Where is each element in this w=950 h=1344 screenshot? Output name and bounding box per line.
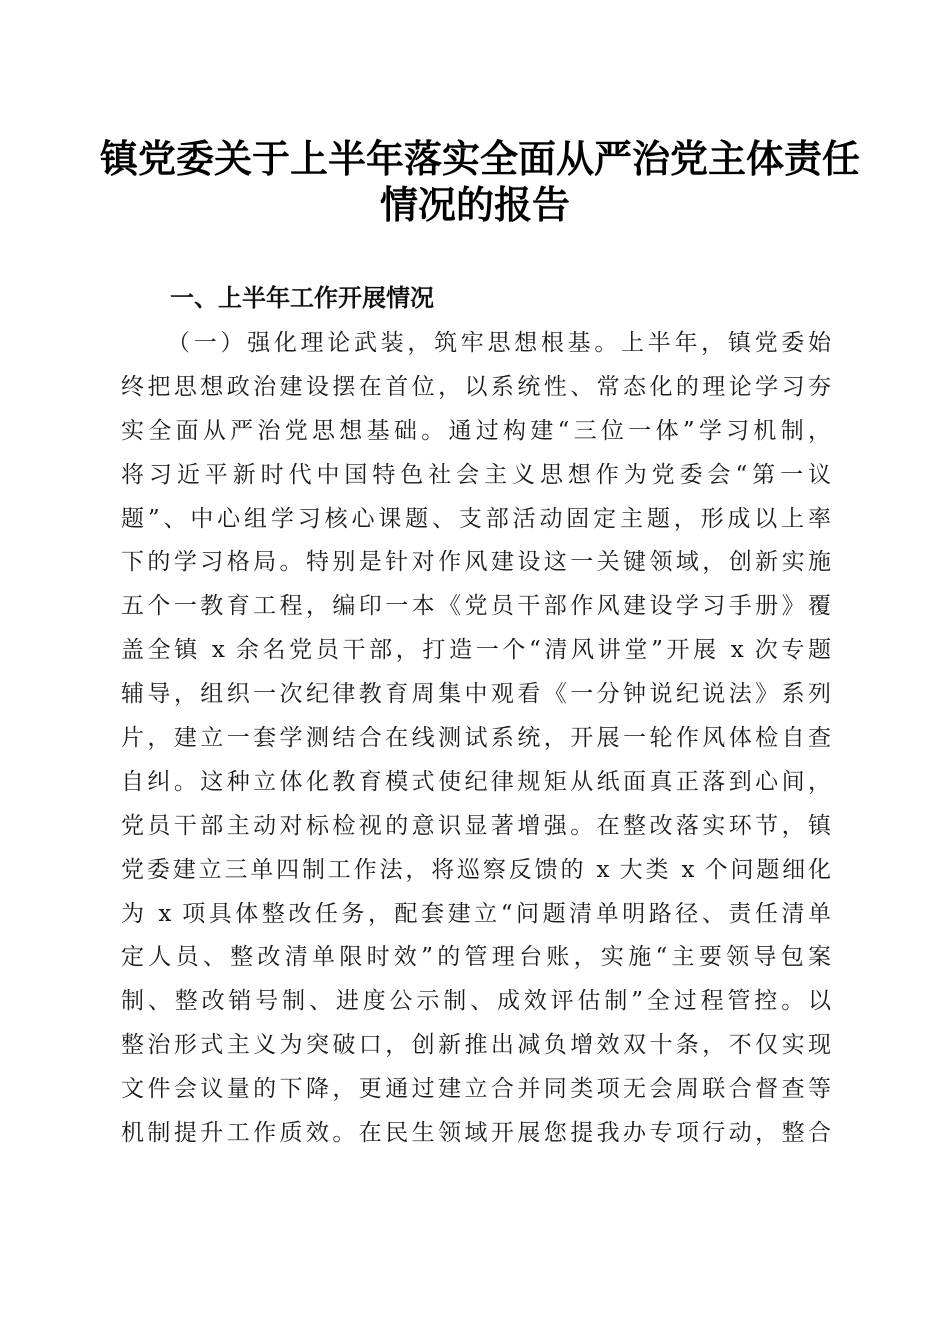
paragraph-line: 辅导，组织一次纪律教育周集中观看《一分钟说纪说法》系列: [121, 681, 831, 708]
paragraph-line: 党委建立三单四制工作法，将巡察反馈的 x 大类 x 个问题细化: [121, 856, 831, 883]
paragraph-line: 盖全镇 x 余名党员干部，打造一个“清风讲堂”开展 x 次专题: [121, 637, 831, 664]
paragraph-line: 将习近平新时代中国特色社会主义思想作为党委会“第一议: [121, 461, 831, 488]
paragraph-line: 下的学习格局。特别是针对作风建设这一关键领域，创新实施: [121, 549, 831, 576]
title-line-2: 情况的报告: [379, 182, 570, 227]
paragraph-line: 题”、中心组学习核心课题、支部活动固定主题，形成以上率: [121, 505, 831, 532]
paragraph-line: 定人员、整改清单限时效”的管理台账，实施“主要领导包案: [121, 944, 831, 971]
section-heading: 一、上半年工作开展情况: [170, 284, 434, 312]
paragraph-line: 整治形式主义为突破口，创新推出减负增效双十条，不仅实现: [121, 1032, 831, 1059]
paragraph-line: 自纠。这种立体化教育模式使纪律规矩从纸面真正落到心间，: [121, 768, 831, 795]
document-title: [100, 136, 861, 228]
title-line-1: 镇党委关于上半年落实全面从严治党主体责任: [100, 136, 861, 181]
body-paragraph: [121, 322, 831, 1156]
paragraph-line: 五个一教育工程，编印一本《党员干部作风建设学习手册》覆: [121, 593, 831, 620]
paragraph-line: 文件会议量的下降，更通过建立合并同类项无会周联合督查等: [121, 1076, 831, 1103]
paragraph-line: 制、整改销号制、进度公示制、成效评估制”全过程管控。以: [121, 988, 831, 1015]
paragraph-line: 终把思想政治建设摆在首位，以系统性、常态化的理论学习夯: [121, 373, 831, 400]
paragraph-line: （一）强化理论武装，筑牢思想根基。上半年，镇党委始: [167, 330, 831, 356]
paragraph-line: 为 x 项具体整改任务，配套建立“问题清单明路径、责任清单: [121, 900, 831, 927]
paragraph-line: 片，建立一套学测结合在线测试系统，开展一轮作风体检自查: [121, 725, 831, 752]
paragraph-line: 实全面从严治党思想基础。通过构建“三位一体”学习机制，: [121, 417, 831, 444]
paragraph-line: 党员干部主动对标检视的意识显著增强。在整改落实环节，镇: [121, 812, 831, 839]
paragraph-line: 机制提升工作质效。在民生领域开展您提我办专项行动，整合: [121, 1120, 831, 1147]
